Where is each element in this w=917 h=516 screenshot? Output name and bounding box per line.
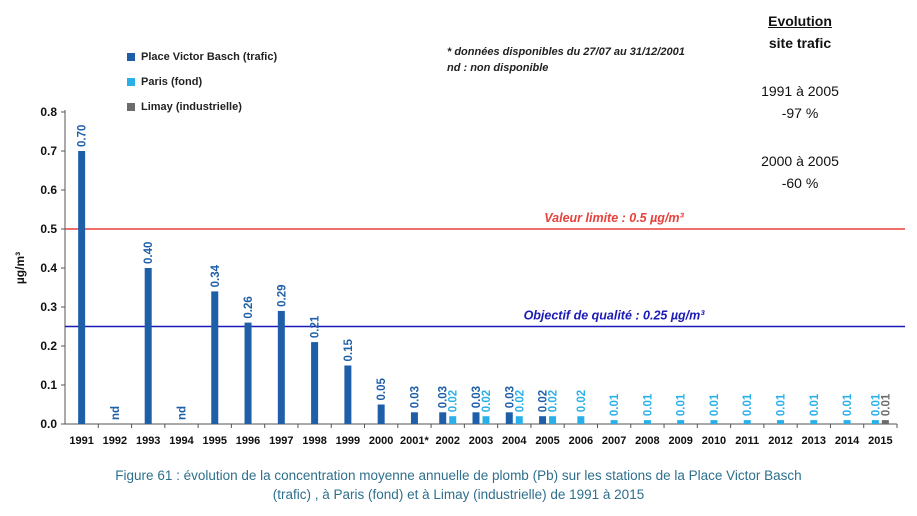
bar	[777, 420, 784, 424]
data-label: 0.02	[514, 389, 527, 413]
x-tick-label: 2000	[368, 435, 394, 447]
data-label: 0.21	[309, 315, 322, 339]
bar	[483, 416, 490, 424]
bar	[473, 412, 480, 424]
bar	[278, 311, 285, 424]
data-label: 0.03	[504, 385, 517, 409]
reference-line-label: Objectif de qualité : 0.25 µg/m³	[523, 308, 705, 323]
y-tick-label: 0.3	[40, 300, 57, 314]
evolution-value-1: -97 %	[781, 105, 819, 121]
y-tick-label: 0.6	[40, 183, 57, 197]
data-label: 0.01	[609, 393, 622, 417]
x-tick-label: 2003	[468, 435, 494, 447]
legend	[127, 44, 277, 119]
data-label: 0.01	[742, 393, 755, 417]
data-label: 0.05	[376, 378, 389, 401]
x-tick-label: 1995	[202, 435, 228, 447]
bar	[311, 342, 318, 424]
data-label: 0.02	[481, 389, 493, 413]
bar	[677, 420, 684, 424]
bar	[810, 420, 817, 424]
x-tick-label: 1994	[169, 435, 194, 447]
data-label: 0.02	[575, 389, 588, 413]
legend-swatch-industrielle	[127, 103, 135, 111]
x-tick-label: 2001*	[400, 435, 429, 447]
bar	[611, 420, 618, 424]
legend-item-fond	[127, 69, 277, 94]
data-label: nd	[176, 405, 189, 420]
legend-label-trafic: Place Victor Basch (trafic)	[141, 50, 278, 63]
x-tick-label: 2012	[768, 435, 793, 447]
x-tick-label: 2013	[801, 435, 827, 447]
bar	[549, 416, 556, 424]
evolution-period-1: 1991 à 2005	[761, 83, 839, 99]
x-tick-label: 2014	[834, 435, 860, 447]
x-tick-label: 1999	[335, 435, 361, 447]
bar	[344, 366, 351, 425]
bar	[378, 405, 385, 425]
data-label: 0.03	[437, 385, 450, 409]
bar	[516, 416, 523, 424]
data-label: 0.01	[708, 393, 721, 417]
legend-swatch-trafic	[127, 53, 135, 61]
x-tick-label: 2009	[668, 435, 693, 447]
x-tick-label: 2004	[502, 435, 527, 447]
caption-line-1: Figure 61 : évolution de la concentration moyenne annuelle de plomb (Pb) sur les stations de la Place Victor Basch	[115, 468, 802, 483]
y-tick-label: 0.0	[40, 417, 57, 431]
data-label: 0.29	[276, 284, 289, 307]
legend-label-fond: Paris (fond)	[141, 75, 203, 88]
bar	[245, 323, 252, 424]
data-label: 0.03	[471, 385, 483, 409]
evolution-value-2: -60 %	[781, 175, 819, 191]
evolution-title: Evolution	[768, 13, 832, 29]
data-label: 0.26	[243, 296, 256, 319]
legend-item-industrielle	[127, 94, 277, 119]
y-axis-label: µg/m³	[13, 251, 27, 285]
x-tick-label: 2011	[735, 435, 760, 447]
y-tick-label: 0.1	[40, 378, 57, 392]
y-tick-label: 0.8	[40, 105, 57, 119]
x-tick-label: 2008	[635, 435, 660, 447]
data-label: 0.02	[537, 389, 550, 413]
y-tick-label: 0.2	[40, 339, 57, 353]
bar	[872, 420, 879, 424]
x-tick-label: 2010	[701, 435, 727, 447]
x-tick-label: 1992	[102, 435, 128, 447]
bar	[744, 420, 751, 424]
bar	[411, 412, 418, 424]
bar	[78, 151, 85, 424]
bar	[449, 416, 456, 424]
legend-item-trafic	[127, 44, 277, 69]
data-label: 0.01	[775, 393, 788, 417]
x-tick-label: 2015	[868, 435, 893, 447]
x-tick-label: 1993	[135, 435, 161, 447]
legend-label-industrielle: Limay (industrielle)	[141, 100, 242, 113]
bar	[439, 412, 446, 424]
caption-line-2: (trafic) , à Paris (fond) et à Limay (industrielle) de 1991 à 2015	[272, 487, 645, 502]
legend-swatch-fond	[127, 78, 135, 86]
data-label: 0.02	[547, 389, 560, 413]
data-label: 0.01	[842, 393, 855, 417]
data-label: 0.01	[675, 393, 688, 417]
bar	[145, 268, 152, 424]
bar	[644, 420, 651, 424]
bar	[710, 420, 717, 424]
note-line-2: nd : non disponible	[447, 62, 549, 74]
y-tick-label: 0.4	[40, 261, 57, 275]
data-label: nd	[109, 405, 122, 420]
bar	[882, 420, 889, 424]
data-label: 0.01	[642, 393, 655, 417]
evolution-subtitle: site trafic	[768, 35, 832, 51]
bar	[539, 416, 546, 424]
note-line-1: * données disponibles du 27/07 au 31/12/2001	[447, 46, 685, 58]
bar	[506, 412, 513, 424]
data-label: 0.40	[143, 241, 156, 264]
x-tick-label: 1996	[235, 435, 261, 447]
x-tick-label: 2007	[601, 435, 627, 447]
data-label: 0.70	[76, 124, 89, 147]
reference-line-label: Valeur limite : 0.5 µg/m³	[544, 211, 684, 225]
y-tick-label: 0.5	[40, 222, 57, 236]
x-tick-label: 2006	[568, 435, 594, 447]
data-label: 0.03	[409, 385, 422, 409]
data-label: 0.15	[342, 339, 355, 362]
x-tick-label: 2002	[435, 435, 460, 447]
bar	[577, 416, 584, 424]
bar	[844, 420, 851, 424]
bar	[211, 291, 218, 424]
chart-notes	[447, 44, 685, 76]
x-tick-label: 1997	[269, 435, 294, 447]
data-label: 0.01	[870, 393, 883, 417]
figure-caption	[0, 466, 917, 504]
evolution-period-2: 2000 à 2005	[761, 153, 839, 169]
x-tick-label: 1998	[302, 435, 327, 447]
y-tick-label: 0.7	[40, 144, 57, 158]
data-label: 0.02	[447, 389, 460, 413]
data-label: 0.01	[880, 393, 893, 417]
data-label: 0.01	[808, 393, 821, 417]
x-tick-label: 2005	[535, 435, 560, 447]
data-label: 0.34	[209, 265, 222, 288]
evolution-box	[752, 10, 848, 194]
x-tick-label: 1991	[69, 435, 94, 447]
